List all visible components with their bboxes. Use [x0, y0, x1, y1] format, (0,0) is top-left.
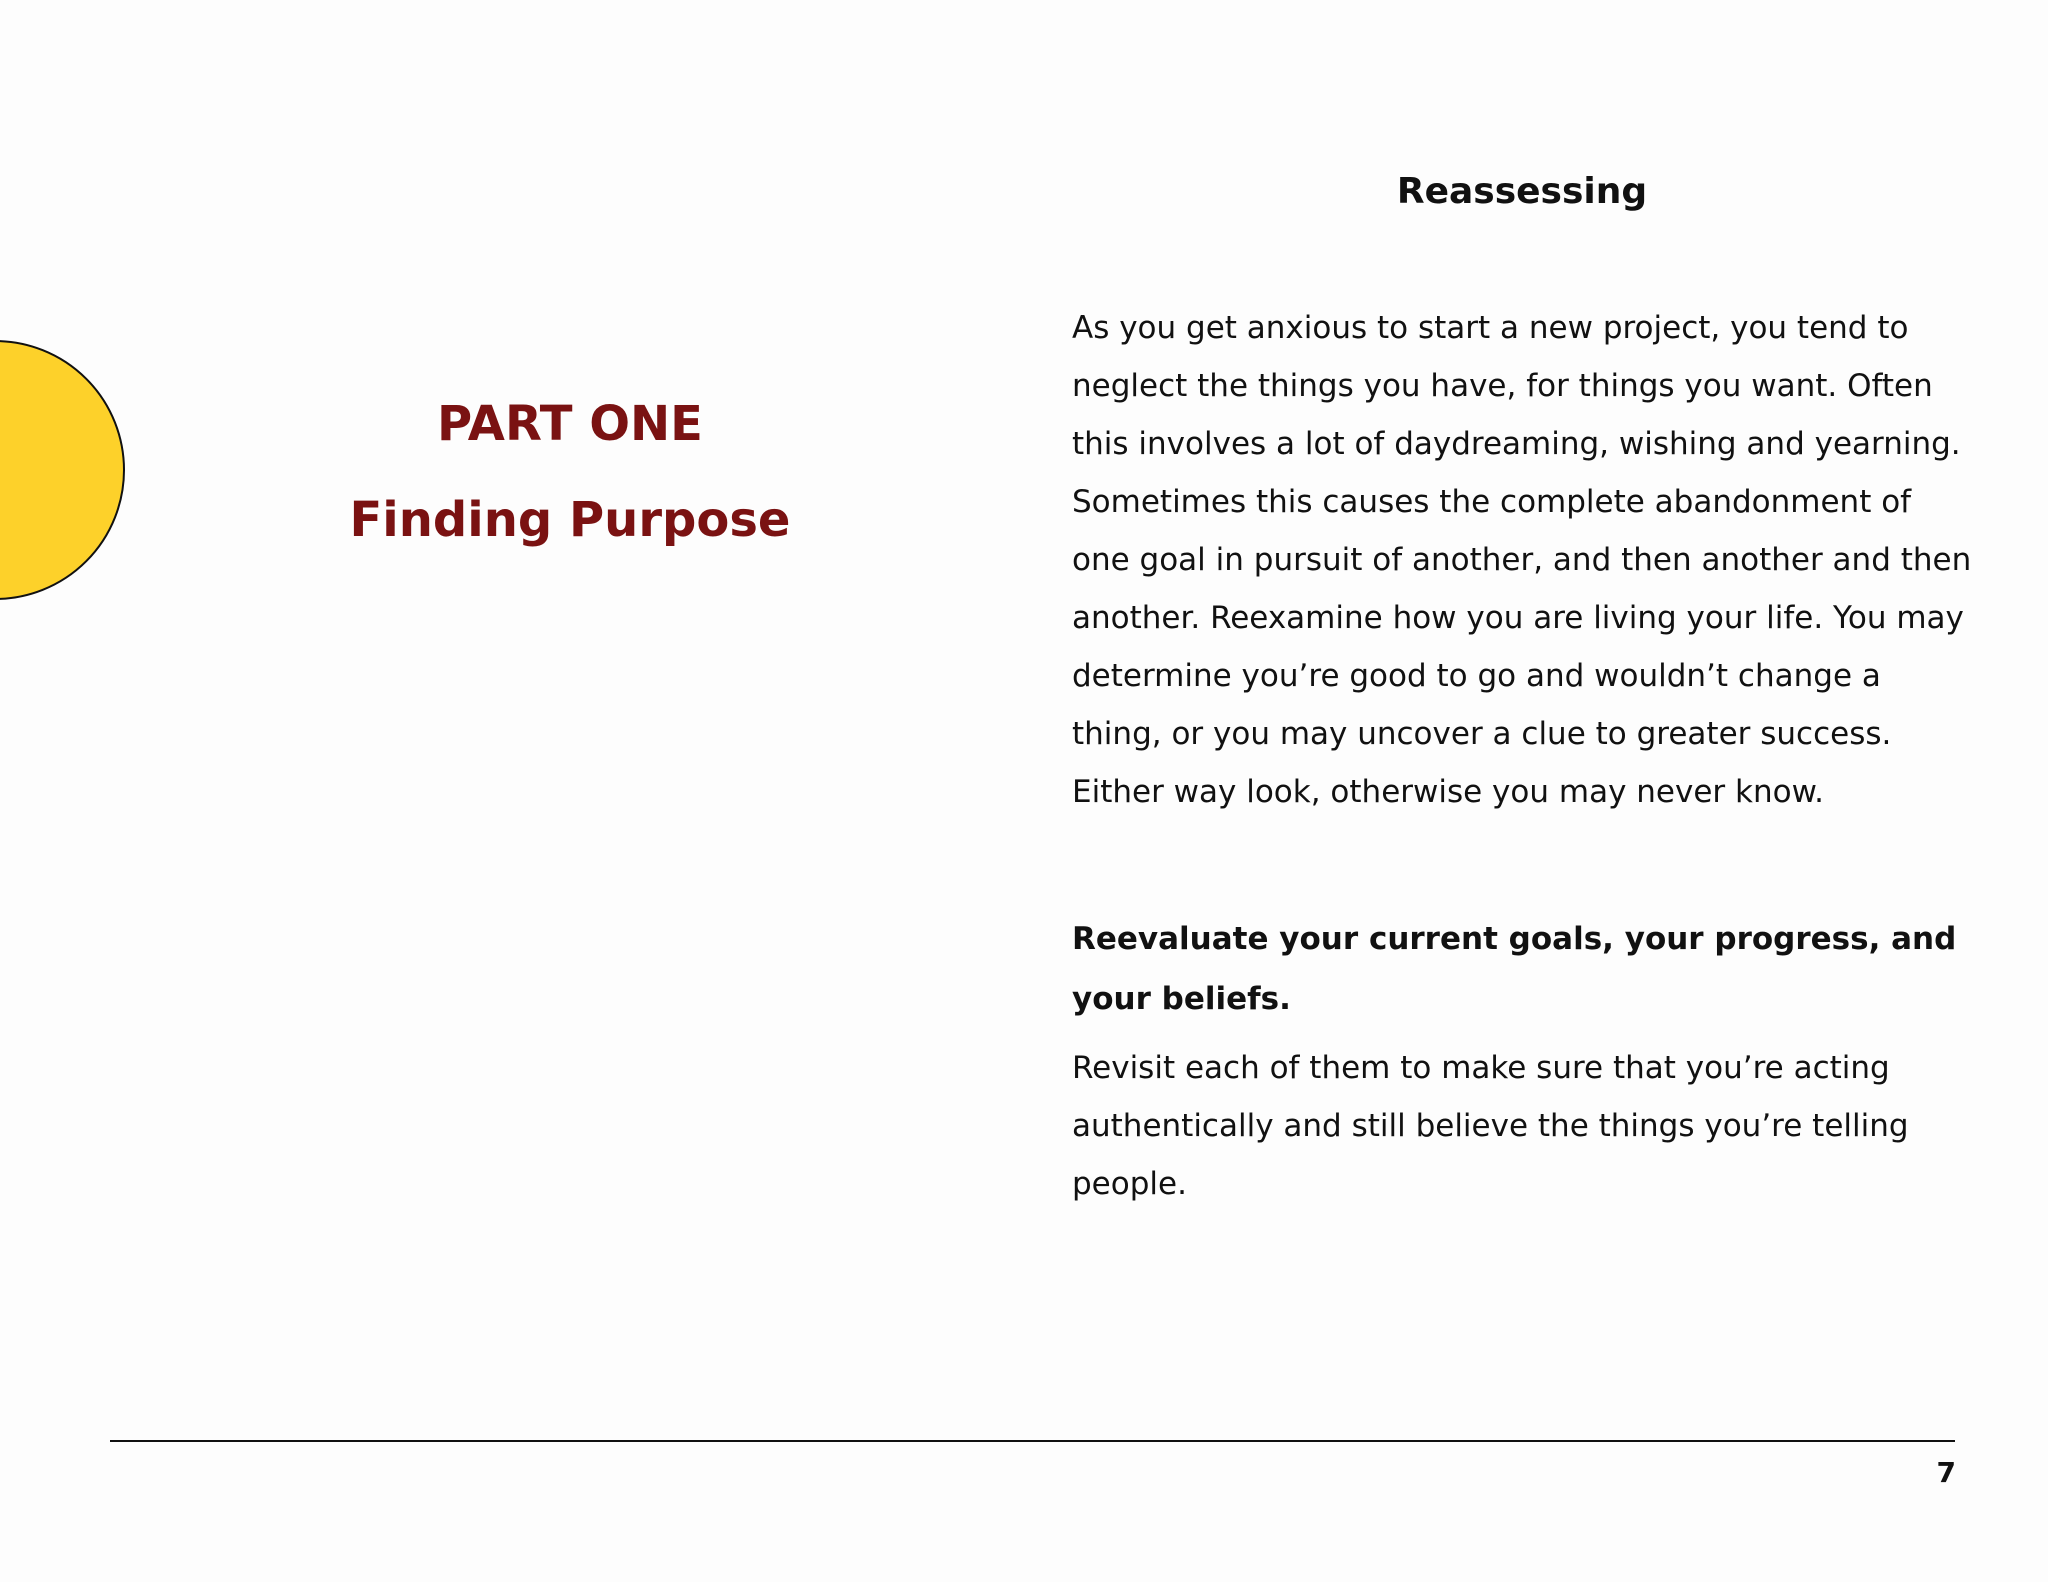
footer-divider	[110, 1440, 1955, 1442]
detail-paragraph: Revisit each of them to make sure that you’re acting authentically and still believe the things you’re telling people.	[1072, 1050, 1909, 1203]
intro-paragraph: As you get anxious to start a new project, you tend to neglect the things you have, for things you want. Often this involves a lot of daydreaming, wishing and yearning. Sometimes this causes the complete abandonment of one goal in pursuit of another, and then another and then another. Reexamine how you are living your life. You may determine you’re good to go and wouldn’t change a thing, or you may uncover a clue to greater success. Either way look, otherwise you may never know.	[1072, 310, 1972, 811]
callout-heading: Reevaluate your current goals, your progress, and your beliefs.	[1072, 921, 1957, 1018]
content-column	[1072, 170, 1972, 1213]
part-title: Finding Purpose	[349, 492, 791, 548]
part-label: PART ONE	[437, 396, 703, 452]
page-number: 7	[1936, 1456, 1956, 1489]
section-heading: Reassessing	[1396, 171, 1648, 212]
decorative-yellow-circle	[0, 340, 125, 600]
part-title-block	[260, 380, 880, 548]
